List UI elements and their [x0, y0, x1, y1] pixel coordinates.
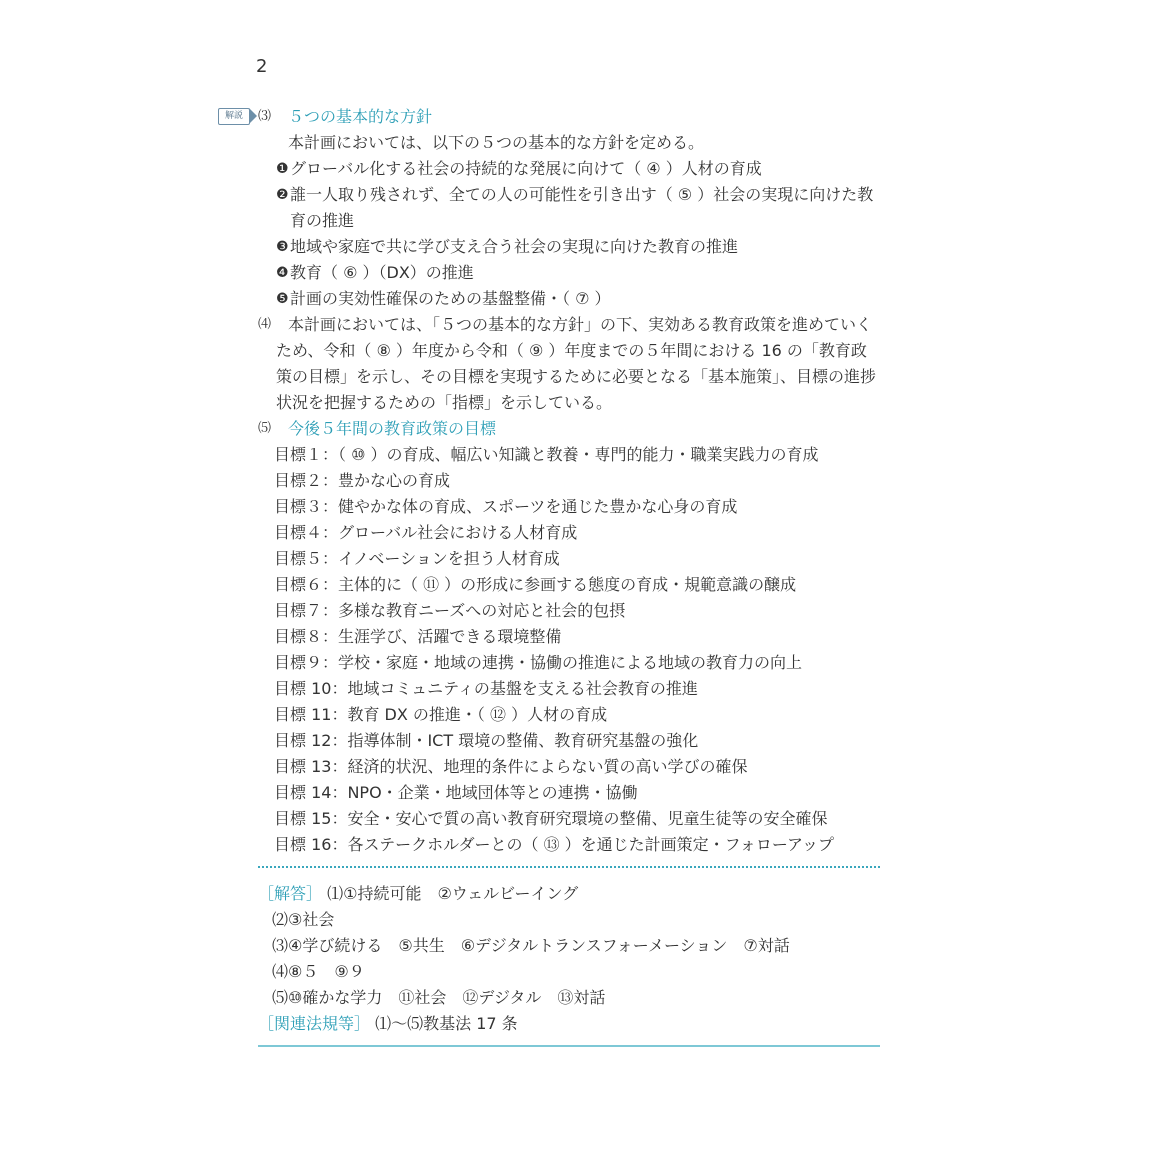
- related-law-text: ⑴〜⑸教基法 17 条: [375, 1014, 518, 1033]
- answer-line-1: [258, 881, 880, 907]
- item-text: 誰一人取り残されず、全ての人の可能性を引き出す（ ⑤ ）社会の実現に向けた教: [290, 185, 874, 204]
- section-number: ⑸: [258, 421, 272, 436]
- answer-line-4: ⑷⑧５ ⑨９: [272, 962, 365, 981]
- section-title: ５つの基本的な方針: [288, 107, 433, 126]
- item-text: 教育（ ⑥ ）（DX）の推進: [290, 263, 474, 282]
- goal-item: 目標 11：教育 DX の推進・（ ⑫ ）人材の育成: [274, 705, 608, 724]
- policy-item-4: [218, 260, 898, 286]
- goal-item: 目標 13：経済的状況、地理的条件によらない質の高い学びの確保: [274, 757, 748, 776]
- item-marker: ❸: [276, 239, 289, 255]
- goal-item: 目標６：主体的に（ ⑪ ）の形成に参画する態度の育成・規範意識の醸成: [274, 575, 797, 594]
- section-title: 今後５年間の教育政策の目標: [288, 419, 497, 438]
- answer-text: ⑴①持続可能 ②ウェルビーイング: [327, 884, 579, 903]
- section-5-heading: [218, 416, 898, 442]
- item-marker: ❶: [276, 161, 289, 177]
- section-number: ⑶: [258, 109, 272, 124]
- goal-item: 目標 12：指導体制・ICT 環境の整備、教育研究基盤の強化: [274, 731, 699, 750]
- item-text: 地域や家庭で共に学び支え合う社会の実現に向けた教育の推進: [290, 237, 739, 256]
- section-3-heading: [218, 104, 898, 130]
- related-law-label: ［関連法規等］: [258, 1014, 371, 1033]
- section-4-line-4: 状況を把握するための「指標」を示している。: [276, 393, 613, 412]
- answer-block: [258, 881, 880, 1037]
- main-content: [218, 104, 898, 858]
- goal-item: 目標４：グローバル社会における人材育成: [274, 523, 578, 542]
- explanation-badge: 解説: [218, 108, 250, 125]
- section-4-line-3: 策の目標」を示し、その目標を実現するために必要となる「基本施策」、目標の進捗: [276, 367, 877, 386]
- badge-arrow-icon: [249, 108, 257, 124]
- bottom-rule: [258, 1045, 880, 1047]
- paragraph-text: 本計画においては、「５つの基本的な方針」の下、実効ある教育政策を進めていく: [288, 315, 873, 334]
- goal-item: 目標 16：各ステークホルダーとの（ ⑬ ）を通じた計画策定・フォローアップ: [274, 835, 834, 854]
- goal-item: 目標 14：NPO・企業・地域団体等との連携・協働: [274, 783, 638, 802]
- section-4-line-1: [218, 312, 898, 338]
- item-marker: ❹: [276, 265, 289, 281]
- section-4-line-2: ため、令和（ ⑧ ）年度から令和（ ⑨ ）年度までの５年間における 16 の「教育政: [276, 341, 867, 360]
- page-number: 2: [256, 56, 268, 77]
- section-3-intro: 本計画においては、以下の５つの基本的な方針を定める。: [288, 133, 705, 152]
- goal-item: 目標 10：地域コミュニティの基盤を支える社会教育の推進: [274, 679, 698, 698]
- goal-item: 目標９：学校・家庭・地域の連携・協働の推進による地域の教育力の向上: [274, 653, 803, 672]
- policy-item-1: [218, 156, 898, 182]
- policy-item-5: [218, 286, 898, 312]
- answer-label: ［解答］: [258, 884, 323, 903]
- answer-line-5: ⑸⑩確かな学力 ⑪社会 ⑫デジタル ⑬対話: [272, 988, 606, 1007]
- goal-item: 目標５：イノベーションを担う人材育成: [274, 549, 560, 568]
- item-text: 計画の実効性確保のための基盤整備・（ ⑦ ）: [290, 289, 611, 308]
- goal-item: 目標７：多様な教育ニーズへの対応と社会的包摂: [274, 601, 626, 620]
- goal-item: 目標 15：安全・安心で質の高い教育研究環境の整備、児童生徒等の安全確保: [274, 809, 828, 828]
- section-number: ⑷: [258, 317, 272, 332]
- item-text: グローバル化する社会の持続的な発展に向けて（ ④ ）人材の育成: [290, 159, 762, 178]
- policy-item-2-continuation: 育の推進: [290, 211, 355, 230]
- goal-item: 目標８：生涯学び、活躍できる環境整備: [274, 627, 562, 646]
- goal-item: 目標２：豊かな心の育成: [274, 471, 451, 490]
- dotted-divider: [258, 866, 880, 868]
- policy-item-3: [218, 234, 898, 260]
- answer-line-3: ⑶④学び続ける ⑤共生 ⑥デジタルトランスフォーメーション ⑦対話: [272, 936, 790, 955]
- answer-line-2: ⑵③社会: [272, 910, 335, 929]
- policy-item-2: [218, 182, 898, 208]
- goal-item: 目標３：健やかな体の育成、スポーツを通じた豊かな心身の育成: [274, 497, 738, 516]
- item-marker: ❷: [276, 187, 289, 203]
- item-marker: ❺: [276, 291, 289, 307]
- related-law-line: [258, 1011, 880, 1037]
- goal-item: 目標１：（ ⑩ ）の育成、幅広い知識と教養・専門的能力・職業実践力の育成: [274, 445, 819, 464]
